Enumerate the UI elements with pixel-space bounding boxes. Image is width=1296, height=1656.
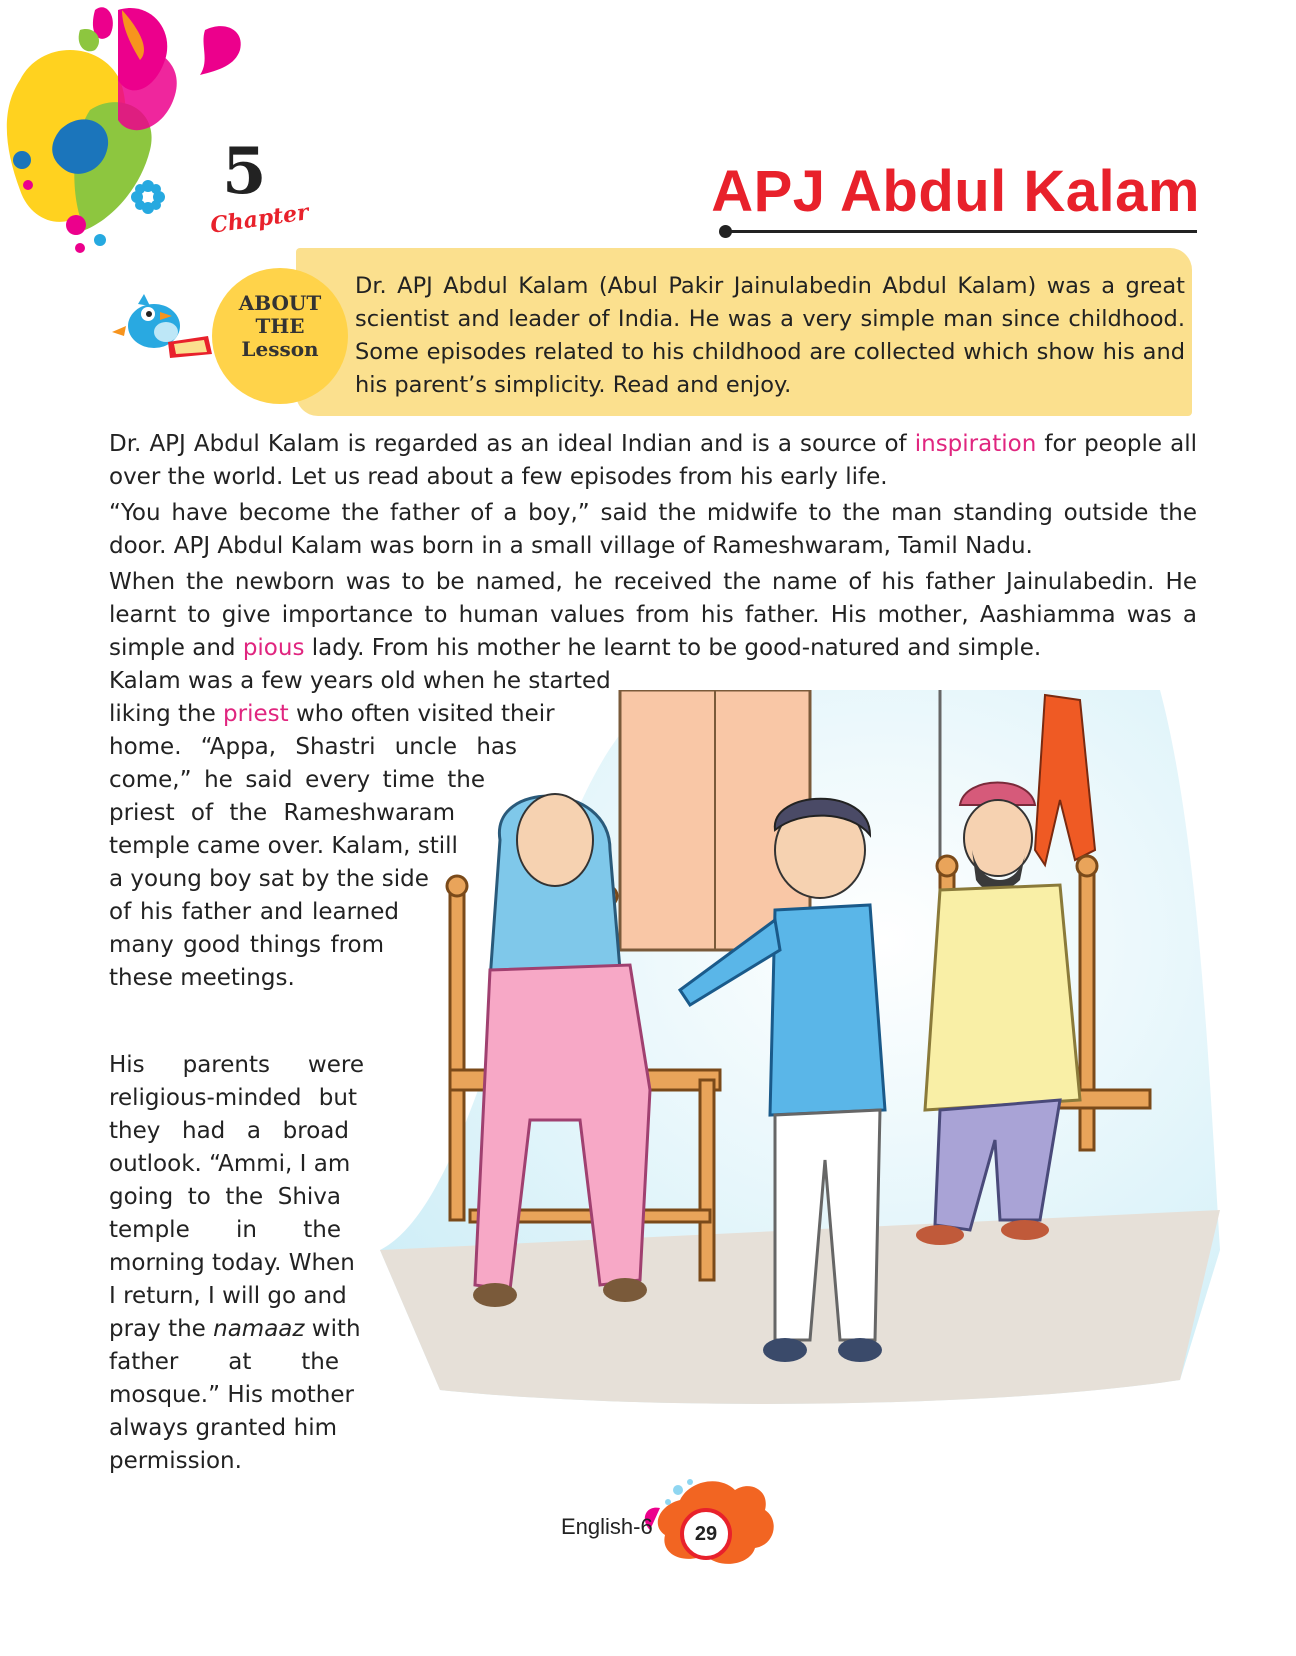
paragraph-naming-a: When the newborn was to be named, he received the name of his father Jainulabedin. He learnt to give importance to human values from his father. His mother, Aashiamma was a simple and [109, 569, 1197, 661]
column2-line: His parents were [109, 1052, 364, 1078]
paragraph-intro-a: Dr. APJ Abdul Kalam is regarded as an ideal Indian and is a source of [109, 431, 915, 457]
column2-line: mosque.” His mother [109, 1382, 354, 1408]
column2-line: permission. [109, 1448, 242, 1474]
column1-line: temple came over. Kalam, still [109, 833, 458, 859]
column1-line-b: who often visited their [288, 701, 555, 727]
column1-line-a: liking the [109, 701, 224, 727]
column1-line: come,” he said every time the [109, 767, 485, 793]
column2-line: I return, I will go and [109, 1283, 347, 1309]
column1-line: a young boy sat by the side [109, 866, 429, 892]
column2-line: temple in the [109, 1217, 341, 1243]
column2-line: they had a broad [109, 1118, 349, 1144]
paragraph-birth: “You have become the father of a boy,” said the midwife to the man standing outside the door. APJ Abdul Kalam was born in a small village of Rameshwaram, Tamil Nadu. [109, 500, 1197, 559]
column-text-priest [109, 665, 611, 995]
column1-line: of his father and learned [109, 899, 399, 925]
column1-line: many good things from [109, 932, 384, 958]
column1-line: home. “Appa, Shastri uncle has [109, 734, 517, 760]
title-rule [727, 230, 1197, 233]
paragraph-naming-b: lady. From his mother he learnt to be good-natured and simple. [304, 635, 1042, 661]
column1-line: these meetings. [109, 965, 295, 991]
chapter-number: 5 [222, 134, 267, 209]
vocab-word-priest: priest [223, 701, 289, 727]
badge-line-the: THE [255, 314, 305, 338]
bird-laptop-icon [108, 292, 218, 362]
italic-word-namaaz: namaaz [213, 1316, 305, 1342]
column2-line: going to the Shiva [109, 1184, 341, 1210]
page-title: APJ Abdul Kalam [711, 159, 1200, 224]
column1-line [109, 698, 555, 731]
badge-line-about: ABOUT [238, 291, 322, 315]
column2-line: father at the [109, 1349, 339, 1375]
column2-line: always granted him [109, 1415, 337, 1441]
footer-book-title: English-6 [561, 1514, 653, 1539]
vocab-word-inspiration: inspiration [914, 431, 1037, 457]
about-lesson-badge [212, 268, 348, 404]
column2-line: religious-minded but [109, 1085, 357, 1111]
column2-line [109, 1313, 361, 1346]
column1-line: Kalam was a few years old when he started [109, 668, 611, 694]
paragraph-naming [109, 566, 1197, 665]
badge-line-lesson: Lesson [241, 337, 319, 361]
column2-line-a: pray the [109, 1316, 214, 1342]
column2-line-b: with [304, 1316, 361, 1342]
paragraph-intro [109, 428, 1197, 494]
column-text-temple [109, 1049, 364, 1478]
vocab-word-pious: pious [242, 635, 305, 661]
page-number: 29 [680, 1508, 732, 1560]
paragraph-intro-b: for people all over the world. Let us read about a few episodes from his early life. [109, 431, 1197, 490]
chapter-label: Chapter [208, 199, 311, 239]
column2-line: outlook. “Ammi, I am [109, 1151, 351, 1177]
column2-line: morning today. When [109, 1250, 355, 1276]
column1-line: priest of the Rameshwaram [109, 800, 455, 826]
about-lesson-text: Dr. APJ Abdul Kalam (Abul Pakir Jainulabedin Abdul Kalam) was a great scientist and leader of India. He was a very simple man since childhood. Some episodes related to his childhood are collected which show his and his parent’s simplicity. Read and enjoy. [355, 273, 1185, 398]
